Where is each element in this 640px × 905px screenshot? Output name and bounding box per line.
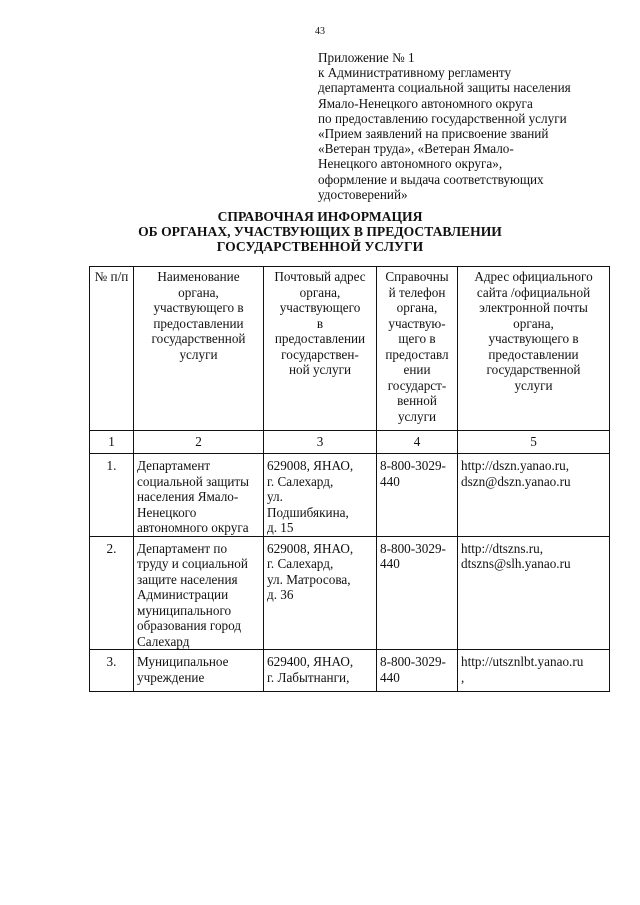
table-row [90,454,610,537]
cell-line: г. Салехард, [267,473,334,489]
cell-line: ении [403,362,431,377]
cell-line: Департамент [137,458,211,473]
column-number: 4 [377,431,458,454]
cell-line: Подшибякина, [267,504,349,520]
cell-line: электронной почты [479,300,588,315]
cell-line: предоставл [385,346,449,362]
cell-line: д. 15 [267,520,294,535]
cell-line: предоставлении [153,315,244,331]
cell-line: муниципального [137,602,232,618]
table-row [90,536,610,650]
cell-line: Адрес официального [474,269,593,284]
agency-name-cell [134,536,264,650]
cell-line: 629400, ЯНАО, [267,654,354,669]
cell-line: услуги [179,346,218,362]
phone-cell [377,454,458,537]
cell-line: 8-800-3029- [380,540,446,556]
title-line: ГОСУДАРСТВЕННОЙ УСЛУГИ [216,239,424,254]
cell-line: образования город [137,618,242,633]
cell-line: предоставлении [488,346,579,362]
title-line: СПРАВОЧНАЯ ИНФОРМАЦИЯ [217,209,423,224]
appendix-line: Приложение № 1 [318,50,415,65]
column-number: 2 [134,431,264,454]
cell-line: Почтовый адрес [274,269,366,284]
phone-cell [377,650,458,692]
cell-line: й телефон [388,284,446,300]
header-number [90,267,134,431]
cell-line: Салехард [137,633,190,649]
header-phone [377,267,458,431]
cell-line: населения Ямало- [137,489,239,504]
cell-line: органа, [396,300,438,315]
cell-line: ной услуги [288,362,352,377]
website-email-cell [458,536,610,650]
cell-line: 440 [380,669,400,685]
postal-address-cell [264,536,377,650]
appendix-line: к Административному регламенту [318,65,512,81]
cell-line: учреждение [137,669,205,685]
row-number: 1. [90,454,134,537]
appendix-line: Ямало-Ненецкого автономного округа [318,95,533,111]
cell-line: услуги [514,377,553,393]
cell-line: труду и социальной [137,556,248,571]
cell-line: органа, [178,284,219,300]
appendix-line: департамента социальной защиты населения [318,80,571,96]
column-number: 5 [458,431,610,454]
cell-line: д. 36 [267,587,294,602]
table-row [90,650,610,692]
header-postal-address [264,267,377,431]
website-link[interactable]: http://utsznlbt.yanao.ru [461,654,584,669]
appendix-line: «Прием заявлений на присвоение званий [318,126,549,142]
header-row [90,267,610,431]
cell-line: автономного округа [137,520,249,535]
cell-line: государственной [486,362,581,377]
row-number: 2. [90,536,134,650]
cell-line: 440 [380,473,400,489]
column-number: 3 [264,431,377,454]
table-body [90,454,610,692]
postal-address-cell [264,454,377,537]
website-link[interactable]: http://dtszns.ru, [461,540,544,556]
page-number: 43 [315,26,325,37]
website-email-cell [458,454,610,537]
cell-line: щего в [398,331,436,346]
cell-line: услуги [397,408,437,424]
cell-line: участвующего в [153,300,244,315]
cell-line: ул. Матросова, [267,571,351,587]
cell-line: участвующего [279,300,361,315]
document-title [0,209,640,254]
cell-line: государствен- [281,346,359,362]
column-number-row [90,431,610,454]
cell-line: участвую- [388,315,446,331]
cell-line: ул. [267,489,283,504]
column-number: 1 [90,431,134,454]
cell-line: 629008, ЯНАО, [267,540,354,556]
cell-line: 440 [380,556,400,571]
cell-line: Департамент по [137,540,228,556]
appendix-line: «Ветеран труда», «Ветеран Ямало- [318,141,514,157]
cell-line: 629008, ЯНАО, [267,458,354,473]
agency-name-cell [134,454,264,537]
website-link[interactable]: http://dszn.yanao.ru, [461,458,570,473]
cell-line: 8-800-3029- [380,654,446,669]
cell-line: , [461,669,465,685]
table-header [90,267,610,454]
cell-line: Наименование [157,269,240,284]
appendix-line: удостоверений» [318,186,408,202]
cell-line: в [316,315,324,331]
cell-line: г. Салехард, [267,556,334,571]
email-link[interactable]: dtszns@slh.yanao.ru [461,556,571,571]
cell-line: предоставлении [274,331,366,346]
phone-cell [377,536,458,650]
header-agency-name [134,267,264,431]
cell-line: Администрации [137,587,229,602]
cell-line: органа, [513,315,554,331]
cell-line: органа, [299,284,341,300]
title-line: ОБ ОРГАНАХ, УЧАСТВУЮЩИХ В ПРЕДОСТАВЛЕНИИ [138,224,502,239]
cell-line: государст- [387,377,447,393]
cell-line: венной [397,393,437,408]
cell-line: 8-800-3029- [380,458,446,473]
row-number: 3. [90,650,134,692]
cell-line: участвующего в [488,331,579,346]
website-email-cell [458,650,610,692]
cell-line: защите населения [137,571,238,587]
cell-line: Ненецкого [137,504,197,520]
postal-address-cell [264,650,377,692]
header-website-email [458,267,610,431]
cell-line: Муниципальное [137,654,229,669]
appendix-line: по предоставлению государственной услуги [318,110,567,126]
agencies-table [89,266,610,692]
cell-line: государственной [151,331,246,346]
appendix-line: Ненецкого автономного округа», [318,156,503,172]
cell-line: социальной защиты [137,473,250,489]
email-link[interactable]: dszn@dszn.yanao.ru [461,473,571,489]
agency-name-cell [134,650,264,692]
cell-line: № п/п [94,269,129,284]
cell-line: Справочны [385,269,449,284]
appendix-line: оформление и выдача соответствующих [318,171,544,187]
cell-line: г. Лабытнанги, [267,669,350,685]
appendix-note [318,50,618,202]
cell-line: сайта /официальной [476,284,591,300]
